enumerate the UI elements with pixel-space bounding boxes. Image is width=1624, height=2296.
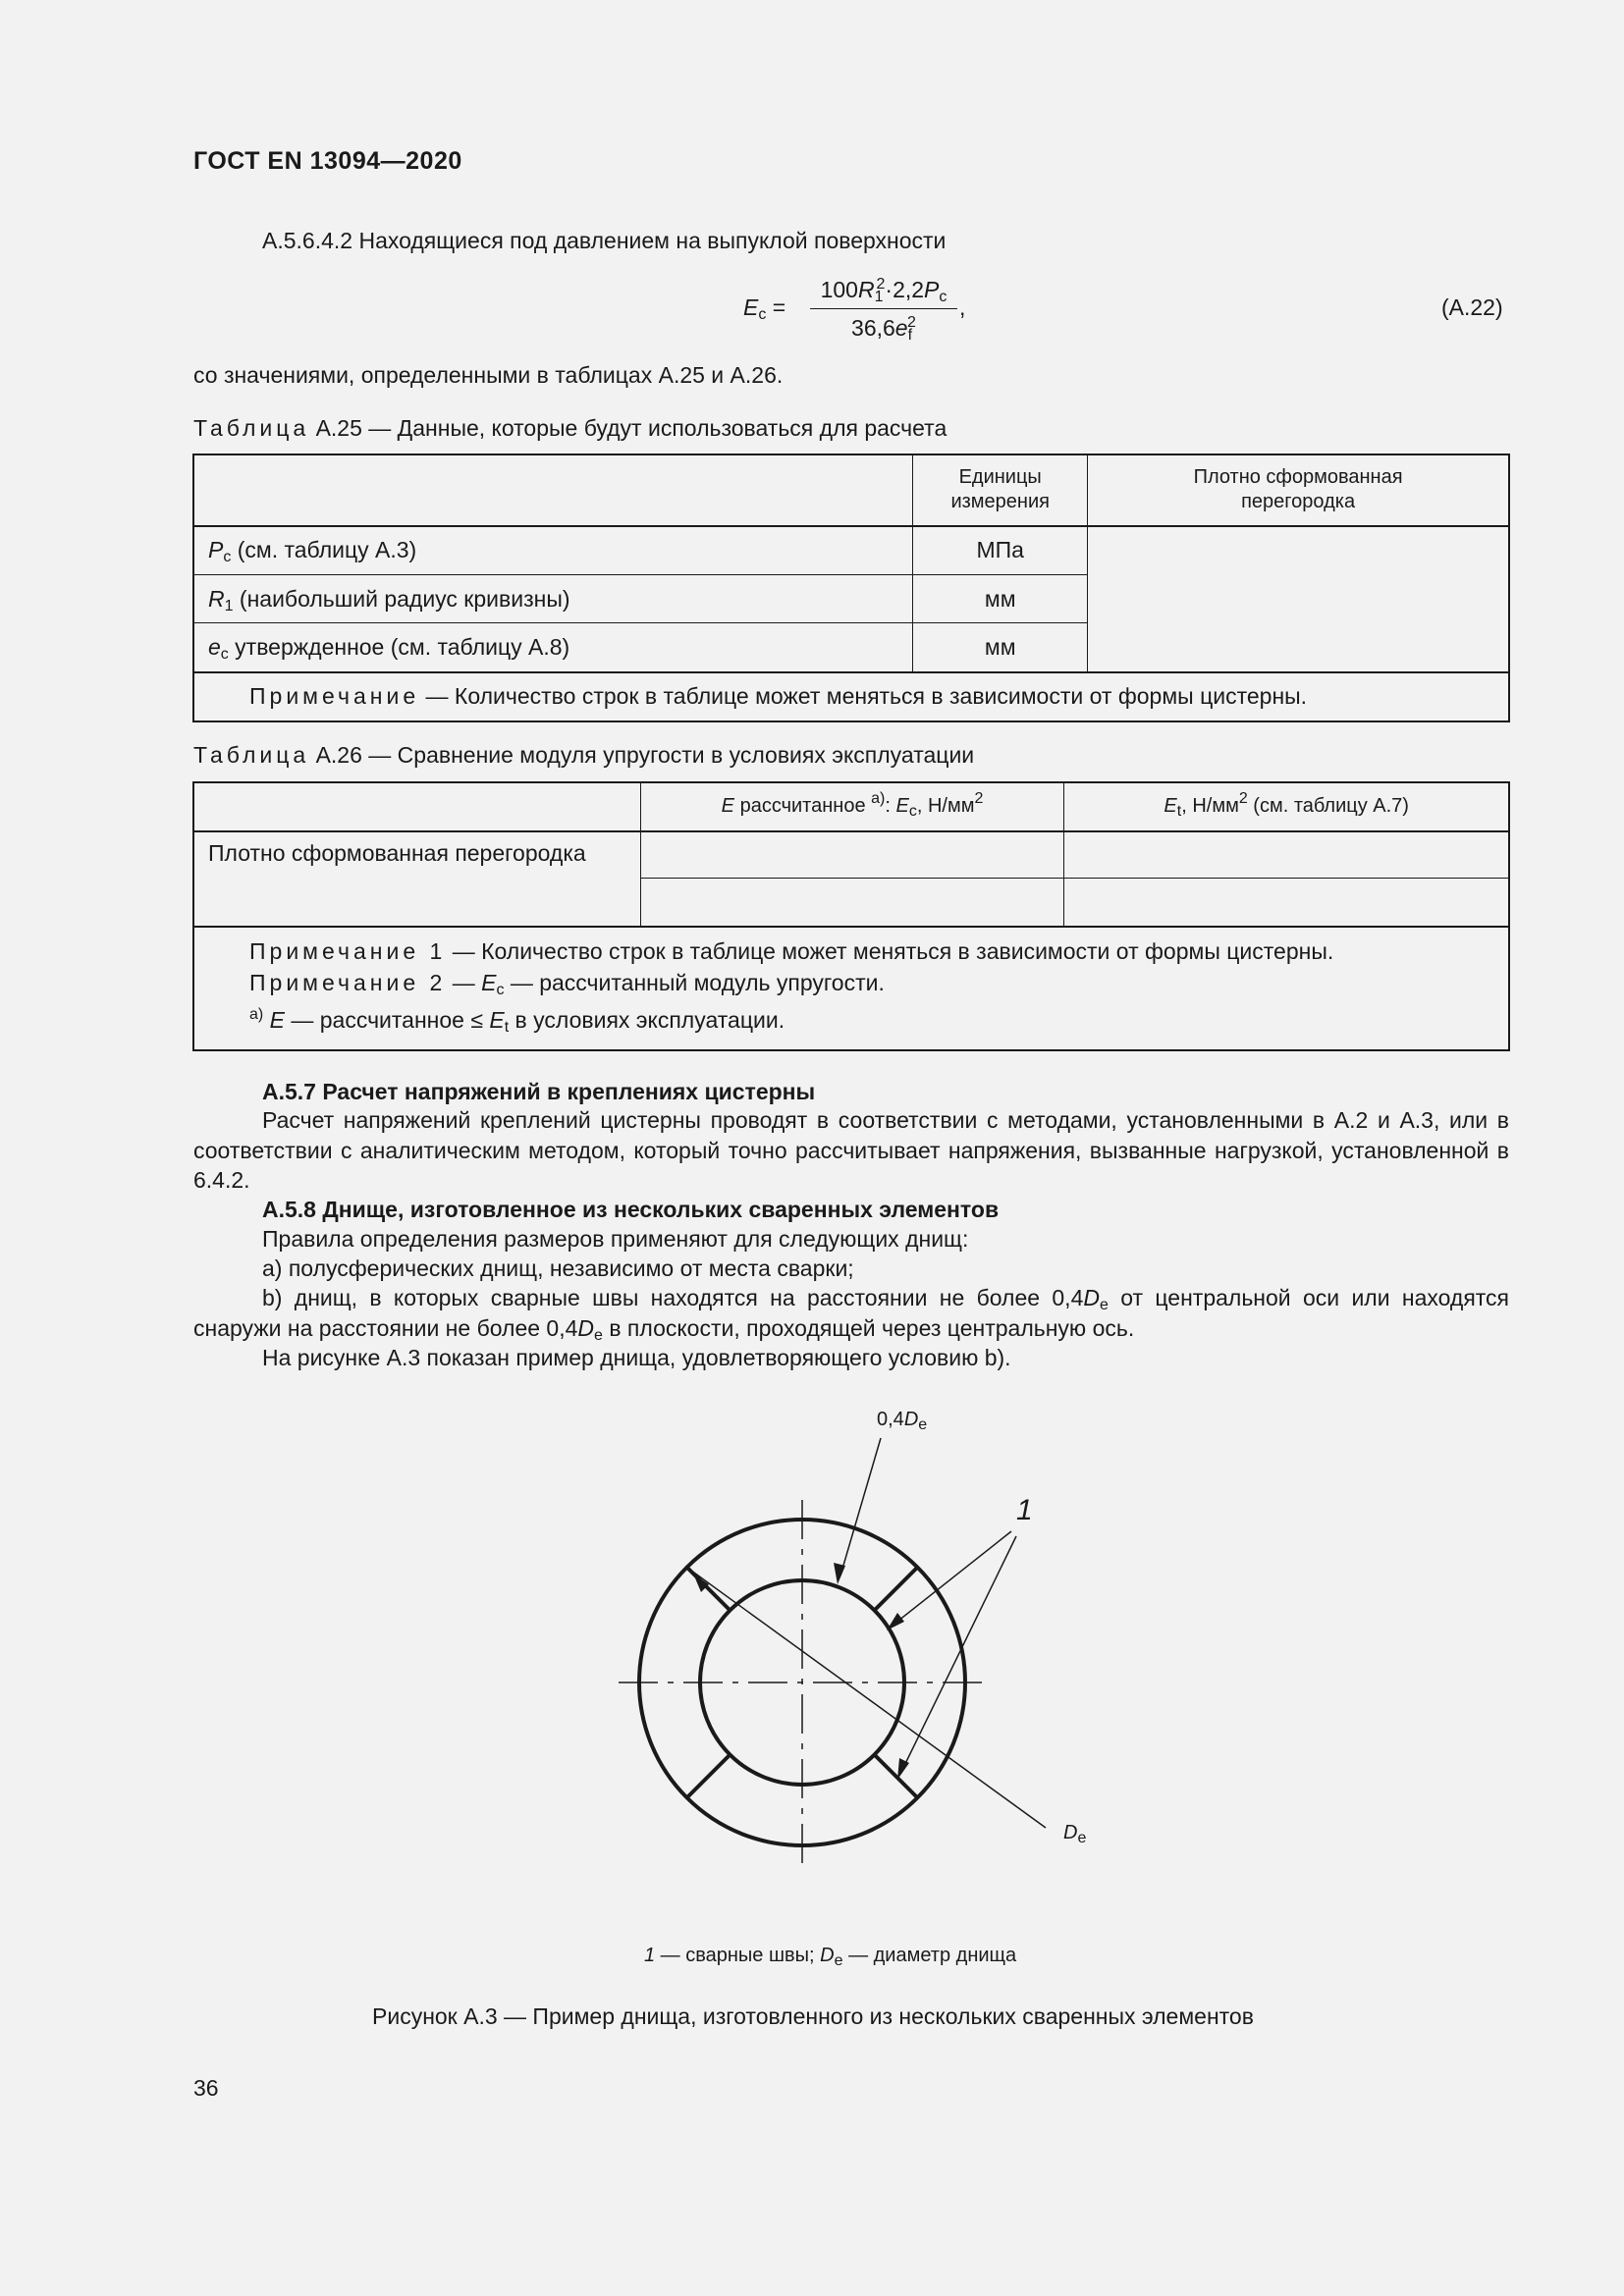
table-a25-row-param: $R_1$ (наибольший радиус кривизны) xyxy=(194,575,913,623)
table-a25-caption: Таблица A.25 — Данные, которые будут использоваться для расчета xyxy=(193,415,947,441)
table-a25-row-unit: мм xyxy=(913,623,1088,672)
table-a26-footnote: $^{a)}$ E — рассчитанное ≤ $E_t$ в условиях эксплуатации. xyxy=(249,1005,785,1036)
table-a26-note1: Примечание 1 — Количество строк в таблице может меняться в зависимости от формы цистерны. xyxy=(249,937,1334,964)
figure-a3 xyxy=(589,1394,1139,1904)
a58-line3: b) днищ, в которых сварные швы находятся на расстоянии не более $0,4D_e$ от центральной оси или находятся снаружи на расстоянии не более $0,4D_e$ в плоскости, проходящей через центральную ось. xyxy=(193,1285,1510,1344)
formula-denominator: $36,6e_f^2$ xyxy=(851,314,916,344)
table-a26-note2: Примечание 2 — $E_c$ — рассчитанный модуль упругости. xyxy=(249,969,885,998)
arrowhead xyxy=(887,1613,904,1630)
leader-04de xyxy=(840,1438,881,1575)
diameter-line xyxy=(687,1568,1046,1828)
table-a26-header-et: $E_t$, $Н/мм^2$ (см. таблицу A.7) xyxy=(1064,783,1509,831)
table-a25-header-param xyxy=(194,455,913,526)
with-values-text: со значениями, определенными в таблицах A.25 и A.26. xyxy=(193,362,784,388)
table-a26-notes xyxy=(194,927,1509,1050)
table-a26-cell xyxy=(1064,879,1509,927)
section-a5642-text: A.5.6.4.2 Находящиеся под давлением на выпуклой поверхности xyxy=(262,228,947,253)
weld-seam xyxy=(875,1568,917,1610)
table-a26-cell xyxy=(640,879,1064,927)
table-a25-header-wall: Плотно сформованная перегородка xyxy=(1088,455,1509,526)
a58-line2: a) полусферических днищ, независимо от места сварки; xyxy=(262,1255,854,1281)
table-a26-row-label: Плотно сформованная перегородка xyxy=(194,831,641,927)
table-a26-header-e-calc: E рассчитанное $^{a)}$: $E_c$, $Н/мм^2$ xyxy=(640,783,1064,831)
table-a25-row-param: $P_c$ (см. таблицу A.3) xyxy=(194,526,913,575)
formula-comma: , xyxy=(959,294,966,320)
table-a26-header-blank xyxy=(194,783,641,831)
figure-label-de: $D_e$ xyxy=(1063,1822,1087,1846)
a57-body: Расчет напряжений креплений цистерны проводят в соответствии с методами, установленными в A.2 и A.3, или в соответствии с аналитическим методом, который точно рассчитывает напряжения, вызванные нагрузкой, установленной в 6.4.2. xyxy=(193,1107,1509,1193)
table-a25-row-unit: мм xyxy=(913,575,1088,623)
leader-1a xyxy=(893,1531,1011,1625)
formula-a22 xyxy=(741,273,997,351)
fraction-bar xyxy=(810,308,957,309)
a58-heading: A.5.8 Днище, изготовленное из нескольких сваренных элементов xyxy=(262,1197,1000,1222)
a58-line1: Правила определения размеров применяют для следующих днищ: xyxy=(262,1226,969,1252)
table-a26 xyxy=(193,782,1509,1050)
formula-numerator: $100R_1^2\cdot 2,2P_c$ xyxy=(820,276,947,305)
leader-1b xyxy=(901,1536,1016,1772)
figure-label-1: 1 xyxy=(1016,1494,1033,1526)
table-a26-cell xyxy=(640,831,1064,879)
table-a26-cell xyxy=(1064,831,1509,879)
figure-caption: Рисунок A.3 — Пример днища, изготовленного из нескольких сваренных элементов xyxy=(372,2003,1254,2029)
figure-legend: 1 — сварные швы; $D_e$ — диаметр днища xyxy=(644,1945,1017,1969)
formula-fraction xyxy=(810,273,957,345)
figure-label-04de: $0,4D_e$ xyxy=(877,1409,928,1433)
arrowhead xyxy=(897,1758,909,1780)
arrowhead xyxy=(834,1563,845,1584)
weld-seam xyxy=(687,1755,730,1797)
weld-seam xyxy=(875,1755,917,1797)
table-a25-header-units: Единицы измерения xyxy=(913,455,1088,526)
table-a25-row-param: $e_c$ утвержденное (см. таблицу A.8) xyxy=(194,623,913,672)
document-header: ГОСТ EN 13094—2020 xyxy=(193,147,462,175)
formula-lhs: $E_c$ = xyxy=(743,294,786,323)
page-number: 36 xyxy=(193,2075,219,2101)
table-a25-value-cell xyxy=(1088,526,1509,672)
table-a25-row-unit: МПа xyxy=(913,526,1088,575)
a57-heading: A.5.7 Расчет напряжений в креплениях цистерны xyxy=(262,1079,816,1104)
table-a25-note: Примечание — Количество строк в таблице может меняться в зависимости от формы цистерны. xyxy=(194,672,1509,721)
table-a26-caption: Таблица A.26 — Сравнение модуля упругости в условиях эксплуатации xyxy=(193,742,975,768)
equation-number: (A.22) xyxy=(1441,294,1503,320)
table-a25 xyxy=(193,454,1509,721)
a58-line4: На рисунке A.3 показан пример днища, удовлетворяющего условию b). xyxy=(262,1345,1011,1370)
